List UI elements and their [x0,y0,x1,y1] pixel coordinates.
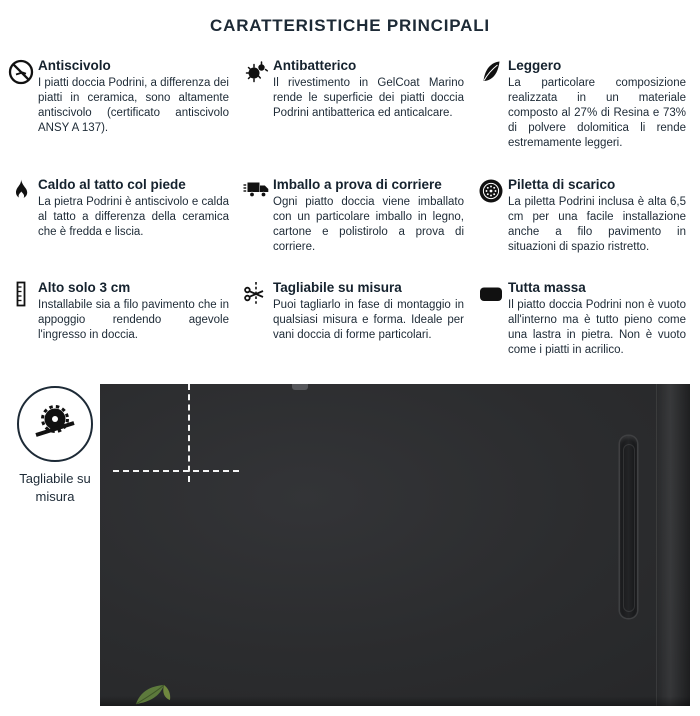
scissors-icon [243,281,273,307]
feature-imballo [243,177,478,255]
feature-text: I piatti doccia Podrini, a differenza dei piatti in ceramica, sono altamente antiscivolo (certificato antiscivolo ANSY A 137). [38,77,229,134]
feature-grid [0,58,700,358]
tray-rim-right [656,384,690,706]
truck-icon [243,178,273,200]
cut-guide-horizontal [113,470,239,472]
feature-title: Caldo al tatto col piede [38,176,186,192]
feature-antiscivolo [8,58,243,151]
circular-saw-icon [32,399,78,450]
product-section [0,374,700,716]
cut-to-size-badge-label: Tagliabile su misura [19,471,91,504]
feature-title: Antiscivolo [38,58,111,73]
shower-tray-photo [100,384,690,706]
feature-text: Ogni piatto doccia viene imballato con un particolare imballo in legno, cartone e polistirolo a prova di corriere. [273,195,464,253]
page-title: CARATTERISTICHE PRINCIPALI [210,16,490,35]
no-slip-icon [8,59,38,85]
feather-icon [478,59,508,85]
feature-text: Puoi tagliarlo in fase di montaggio in qualsiasi misura e forma. Ideale per vani doccia di forme particolari. [273,299,464,342]
leaf-decoration [130,676,176,706]
feature-tagliabile [243,280,478,358]
feature-text: La pietra Podrini è antiscivolo e calda al tatto a differenza della ceramica che è fredda e liscia. [38,195,229,238]
linear-drain [620,436,637,618]
feature-title: Alto solo 3 cm [38,280,131,296]
feature-alto-3cm [8,280,243,358]
feature-text: La piletta Podrini inclusa è alta 6,5 cm per una facile installazione anche a filo pavimento in situazioni di spazio ristretto. [508,195,686,253]
cut-to-size-badge [17,386,93,462]
feature-title: Imballo a prova di corriere [273,176,442,192]
feature-title: Tagliabile su misura [273,280,402,296]
tray-rim-bottom [100,696,690,706]
feature-leggero [478,58,700,151]
feature-antibatterico [243,58,478,151]
feature-title: Piletta di scarico [508,176,616,192]
solid-slab-icon [478,281,508,307]
feature-title: Tutta massa [508,280,586,296]
tray-wall-notch [292,384,308,390]
feature-piletta [478,177,700,255]
feature-text: Installabile sia a filo pavimento che in appoggio rendendo agevole l'ingresso in doccia. [38,299,229,342]
feature-text: Il piatto doccia Podrini non è vuoto all'interno ma è tutto pieno come una lastra in pietra. Non è vuoto come i piatti in acrilico. [508,299,686,357]
feature-title: Leggero [508,58,562,73]
bacteria-icon [243,59,273,85]
feature-tutta-massa [478,280,700,358]
ruler-icon [8,281,38,307]
feature-title: Antibatterico [273,58,357,73]
flame-icon [8,178,38,204]
drain-icon [478,178,508,204]
feature-text: La particolare composizione realizzata in un materiale composto al 27% di Resina e 73% di polvere dolomitica li rende estremamente leggeri. [508,77,686,149]
feature-text: Il rivestimento in GelCoat Marino rende le superficie dei piatti doccia Podrini antibatterica ed anticalcare. [273,77,464,119]
feature-caldo-al-tatto [8,177,243,255]
cut-guide-vertical [188,384,190,482]
